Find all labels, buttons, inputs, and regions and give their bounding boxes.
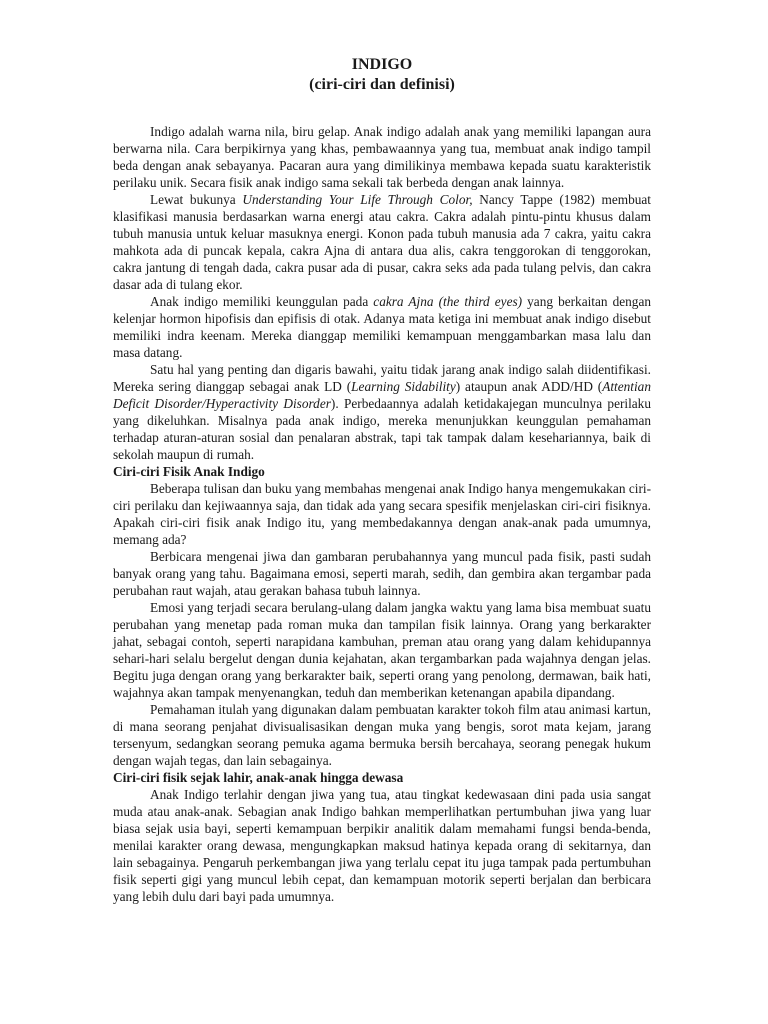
section1-paragraph-4: Pemahaman itulah yang digunakan dalam pembuatan karakter tokoh film atau animasi kartun, di mana seorang penjahat divisualisasikan dengan muka yang bengis, sorot mata kejam, jarang tersenyum, sedangkan seorang pemuka agama bermuka bersih bercahaya, seorang penegak hukum dengan wajah tegas, dan lain sebagainya.	[113, 702, 651, 768]
section-heading-fisik: Ciri-ciri Fisik Anak Indigo	[113, 464, 265, 479]
book-title: Understanding Your Life Through Color,	[242, 192, 473, 207]
text-span: ). Perbedaannya adalah ketidakajegan munculnya perilaku yang dikeluhkan. Misalnya pada anak indigo, mereka menunjukkan keunggulan pemahaman terhadap aturan-aturan sosial dan penalaran abstrak, tapi tak tampak dalam kesehariannya, baik di sekolah maupun di rumah.	[113, 396, 651, 462]
intro-paragraph-3	[113, 293, 651, 361]
section-heading-sejak-lahir: Ciri-ciri fisik sejak lahir, anak-anak hingga dewasa	[113, 770, 404, 785]
italic-term-ld: Learning Sidability	[351, 379, 456, 394]
text-span: yang berkaitan dengan kelenjar hormon hipofisis dan epifisis di otak. Adanya mata ketiga ini membuat anak indigo disebut memiliki indra keenam. Mereka dianggap memiliki kemampuan menggambarkan masa lalu dan masa datang.	[113, 294, 652, 360]
intro-paragraph-2	[113, 191, 651, 293]
text-span: Anak indigo memiliki keunggulan pada	[150, 294, 374, 309]
section1-paragraph-1: Beberapa tulisan dan buku yang membahas mengenai anak Indigo hanya mengemukakan ciri-ciri perilaku dan kejiwaannya saja, dan tidak ada yang secara spesifik menjelaskan ciri-ciri fisiknya. Apakah ciri-ciri fisik anak Indigo itu, yang membedakannya dengan anak-anak pada umumnya, memang ada?	[113, 481, 651, 547]
intro-paragraph-4	[113, 361, 651, 463]
intro-paragraph-1: Indigo adalah warna nila, biru gelap. Anak indigo adalah anak yang memiliki lapangan aura berwarna nila. Cara berpikirnya yang khas, pembawaannya yang tua, membuat anak indigo tampil beda dengan anak sebayanya. Pacaran aura yang dimilikinya membawa kepada suatu karakteristik perilaku unik. Secara fisik anak indigo sama sekali tak berbeda dengan anak lainnya.	[113, 124, 651, 190]
document-content	[113, 55, 651, 905]
document-subtitle: (ciri-ciri dan definisi)	[309, 76, 455, 93]
text-span: Satu hal yang penting dan digaris bawahi, yaitu tidak jarang anak indigo salah diidentifikasi. Mereka sering dianggap sebagai anak LD (	[113, 362, 651, 394]
text-span: Nancy Tappe (1982) membuat klasifikasi manusia berdasarkan warna energi atau cakra. Cakra adalah pintu-pintu khusus dalam tubuh manusia untuk keluar masuknya energi. Konon pada tubuh manusia ada 7 cakra, yaitu cakra mahkota ada di puncak kepala, cakra Ajna di antara dua alis, cakra tenggorokan di tenggorokan, cakra jantung di tengah dada, cakra pusar ada di pusar, cakra seks ada pada tulang pelvis, dan cakra dasar ada di tulang ekor.	[113, 192, 652, 292]
text-span: ) ataupun anak ADD/HD (	[455, 379, 603, 394]
italic-term-adhd: Attentian Deficit Disorder/Hyperactivity Disorder	[113, 379, 651, 411]
italic-term: cakra Ajna (the third eyes)	[373, 294, 523, 309]
section1-paragraph-3: Emosi yang terjadi secara berulang-ulang dalam jangka waktu yang lama bisa membuat suatu perubahan yang menetap pada roman muka dan tampilan fisik lainnya. Orang yang berkarakter jahat, sebagai contoh, seperti narapidana kambuhan, preman atau orang yang dalam kehidupannya sehari-hari selalu bergelut dengan dunia kejahatan, akan tergambarkan pada wajahnya dengan jelas. Begitu juga dengan orang yang berkarakter baik, seperti orang yang penolong, dermawan, baik hati, wajahnya akan tampak menyenangkan, teduh dan memberikan ketenangan apabila dipandang.	[113, 600, 651, 700]
text-span: Lewat bukunya	[150, 192, 243, 207]
section1-paragraph-2: Berbicara mengenai jiwa dan gambaran perubahannya yang muncul pada fisik, pasti sudah banyak orang yang tahu. Bagaimana emosi, seperti marah, sedih, dan gembira akan tergambar pada perubahan raut wajah, atau gerakan bahasa tubuh lainnya.	[113, 549, 651, 598]
document-title: INDIGO	[351, 56, 413, 73]
section2-paragraph-1: Anak Indigo terlahir dengan jiwa yang tua, atau tingkat kedewasaan dini pada usia sangat muda atau anak-anak. Sebagian anak Indigo bahkan memperlihatkan pertumbuhan jiwa yang luar biasa sejak usia bayi, seperti kemampuan berpikir analitik dalam memahami fungsi benda-benda, menilai karakter orang dewasa, mengungkapkan maksud hatinya kepada orang di sekitarnya, dan lain sebagainya. Pengaruh perkembangan jiwa yang terlalu cepat itu juga tampak pada pertumbuhan fisik seperti gigi yang muncul lebih cepat, dan kemampuan motorik seperti berjalan dan berbicara yang lebih dulu dari bayi pada umumnya.	[113, 787, 651, 904]
